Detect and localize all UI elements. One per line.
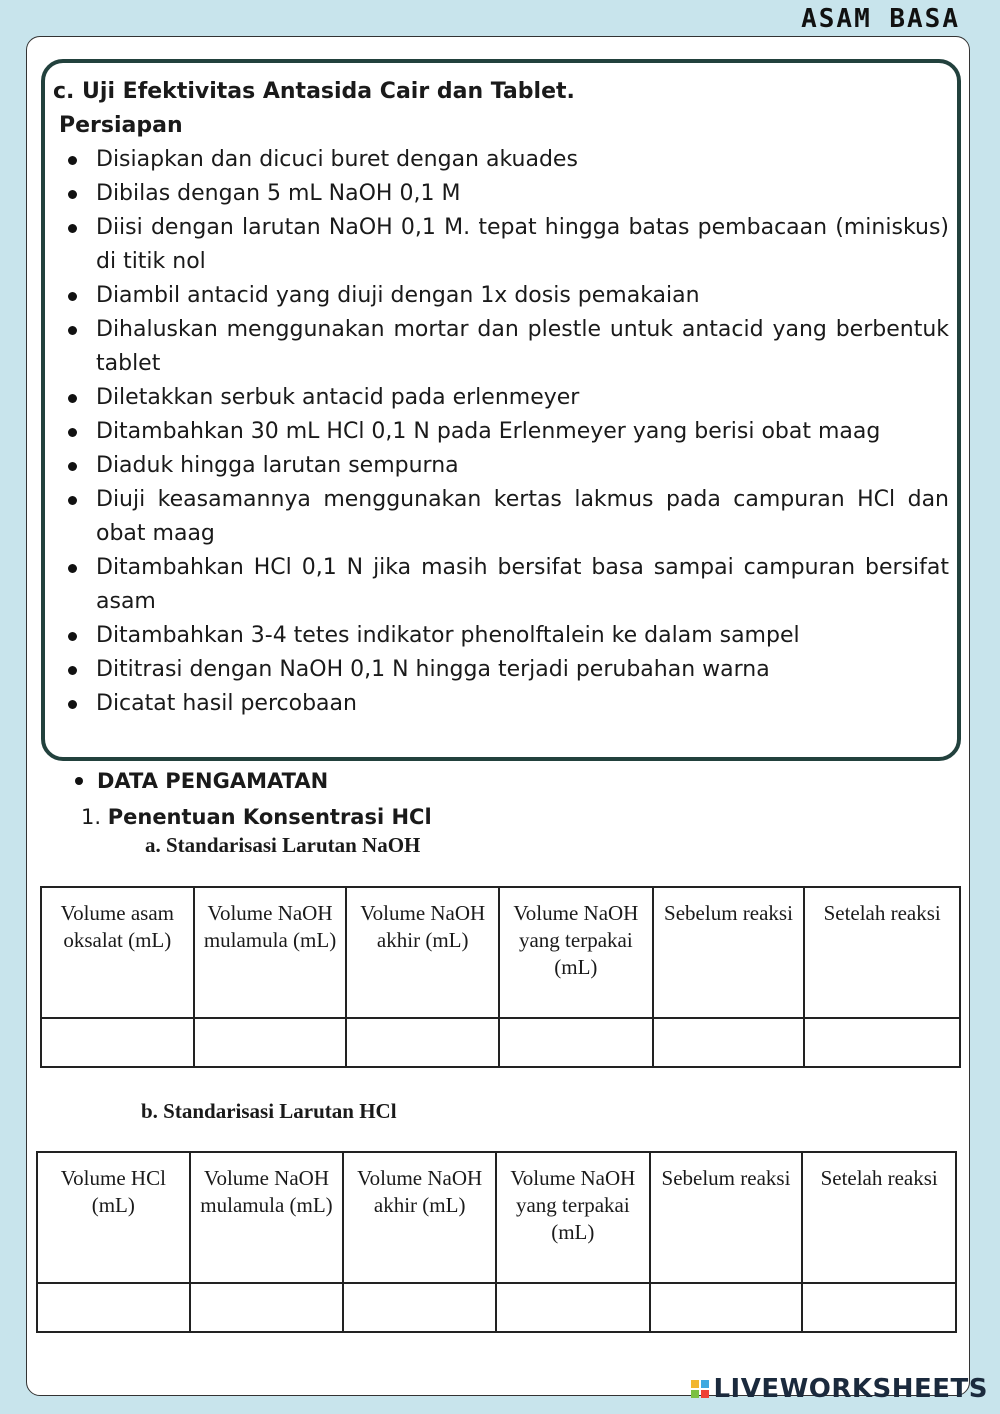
page-header-title: ASAM BASA: [801, 4, 960, 34]
worksheet-page: [26, 36, 970, 1396]
watermark-text: LIVEWORKSHEETS: [713, 1374, 988, 1404]
table-input-cell[interactable]: [41, 1018, 194, 1067]
table-header-cell: Volume NaOH akhir (mL): [343, 1152, 496, 1283]
table-input-cell[interactable]: [496, 1283, 650, 1332]
preparation-steps-list: [53, 143, 949, 721]
table-header-cell: Volume NaOH yang terpakai (mL): [499, 887, 653, 1018]
subheading-title: Penentuan Konsentrasi HCl: [107, 805, 432, 829]
table-header-row: [41, 887, 960, 1018]
step-item: Disiapkan dan dicuci buret dengan akuades: [63, 143, 949, 177]
step-item: Diaduk hingga larutan sempurna: [63, 449, 949, 483]
table-header-cell: Volume HCl (mL): [37, 1152, 190, 1283]
step-item: Ditambahkan 30 mL HCl 0,1 N pada Erlenmeyer yang berisi obat maag: [63, 415, 949, 449]
table-header-cell: Sebelum reaksi: [650, 1152, 803, 1283]
preparation-box: [41, 59, 961, 761]
step-item: Dibilas dengan 5 mL NaOH 0,1 M: [63, 177, 949, 211]
table-hcl-standardization: [36, 1151, 957, 1333]
table-input-cell[interactable]: [804, 1018, 960, 1067]
table-a-caption: a. Standarisasi Larutan NaOH: [145, 833, 421, 857]
table-header-cell: Volume NaOH mulamula (mL): [190, 1152, 344, 1283]
table-input-cell[interactable]: [346, 1018, 499, 1067]
step-item: Dihaluskan menggunakan mortar dan plestle untuk antacid yang berbentuk tablet: [63, 313, 949, 381]
table-input-cell[interactable]: [194, 1018, 347, 1067]
table-header-cell: Volume NaOH mulamula (mL): [194, 887, 347, 1018]
liveworksheets-logo-icon: [691, 1380, 709, 1398]
step-item: Ditambahkan 3-4 tetes indikator phenolftalein ke dalam sampel: [63, 619, 949, 653]
step-item: Diisi dengan larutan NaOH 0,1 M. tepat hingga batas pembacaan (miniskus) di titik nol: [63, 211, 949, 279]
step-item: Dicatat hasil percobaan: [63, 687, 949, 721]
table-header-cell: Volume NaOH akhir (mL): [346, 887, 499, 1018]
table-header-cell: Volume NaOH yang terpakai (mL): [496, 1152, 650, 1283]
liveworksheets-watermark: [691, 1374, 988, 1404]
table-b-caption: b. Standarisasi Larutan HCl: [141, 1099, 397, 1123]
table-input-cell[interactable]: [343, 1283, 496, 1332]
table-header-cell: Setelah reaksi: [804, 887, 960, 1018]
table-input-cell[interactable]: [190, 1283, 344, 1332]
table-input-cell[interactable]: [499, 1018, 653, 1067]
table-input-cell[interactable]: [802, 1283, 956, 1332]
table-header-cell: Volume asam oksalat (mL): [41, 887, 194, 1018]
table-row: [37, 1283, 956, 1332]
subheading-number: 1.: [81, 805, 102, 829]
table-header-row: [37, 1152, 956, 1283]
table-input-cell[interactable]: [650, 1283, 803, 1332]
step-item: Diuji keasamannya menggunakan kertas lakmus pada campuran HCl dan obat maag: [63, 483, 949, 551]
step-item: Dititrasi dengan NaOH 0,1 N hingga terjadi perubahan warna: [63, 653, 949, 687]
observation-subheading: [81, 801, 432, 833]
step-item: Diambil antacid yang diuji dengan 1x dosis pemakaian: [63, 279, 949, 313]
step-item: Ditambahkan HCl 0,1 N jika masih bersifat basa sampai campuran bersifat asam: [63, 551, 949, 619]
table-input-cell[interactable]: [653, 1018, 805, 1067]
table-naoh-standardization: [40, 886, 961, 1068]
table-row: [41, 1018, 960, 1067]
section-title: c. Uji Efektivitas Antasida Cair dan Tablet.: [53, 79, 575, 104]
table-input-cell[interactable]: [37, 1283, 190, 1332]
table-header-cell: Setelah reaksi: [802, 1152, 956, 1283]
preparation-subtitle: Persiapan: [59, 113, 183, 138]
table-header-cell: Sebelum reaksi: [653, 887, 805, 1018]
observation-heading: DATA PENGAMATAN: [75, 765, 328, 797]
step-item: Diletakkan serbuk antacid pada erlenmeyer: [63, 381, 949, 415]
